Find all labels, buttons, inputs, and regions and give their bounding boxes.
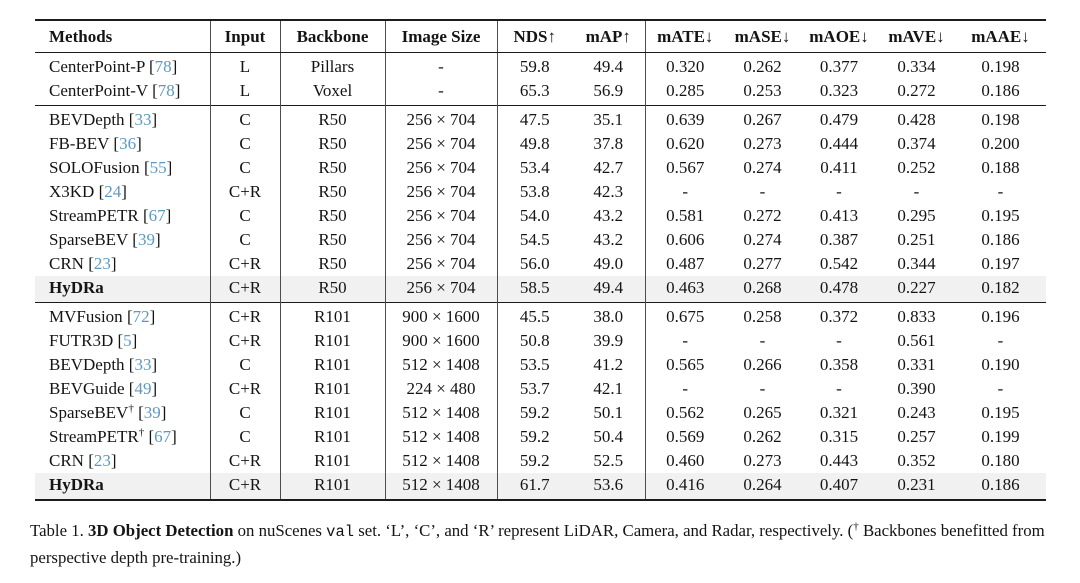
table-cell: 0.262 <box>743 57 782 76</box>
table-cell: 0.569 <box>645 425 725 449</box>
results-table <box>35 19 1046 501</box>
table-cell: - <box>913 182 920 201</box>
citation-link[interactable]: 36 <box>119 134 137 153</box>
table-cell: 0.272 <box>743 206 782 225</box>
table-cell: 0.323 <box>819 81 859 100</box>
table-cell: - <box>836 331 842 350</box>
table-row <box>35 353 1046 377</box>
table-row <box>35 276 1046 303</box>
table-group <box>35 53 1046 106</box>
table-cell: L <box>210 53 280 80</box>
table-cell: C <box>210 425 280 449</box>
table-cell: 256 × 704 <box>385 180 497 204</box>
method-name: BEVDepth <box>49 355 125 374</box>
column-header-image-size: Image Size <box>385 20 497 53</box>
table-cell: 50.8 <box>497 329 572 353</box>
table-cell: 0.196 <box>955 303 1046 330</box>
table-cell: 0.267 <box>725 106 800 133</box>
table-cell: 53.6 <box>572 473 645 500</box>
table-cell: 0.567 <box>645 156 725 180</box>
table-cell: 53.5 <box>497 353 572 377</box>
table-cell: 0.195 <box>981 206 1020 225</box>
citation-link[interactable]: 49 <box>134 379 152 398</box>
table-cell: 65.3 <box>497 79 572 106</box>
table-cell: Pillars <box>280 53 385 80</box>
table-cell: - <box>997 379 1004 398</box>
column-header-mase: mASE↓ <box>725 20 800 53</box>
caption-text: Backbones benefitted from perspective depth pre-training.) <box>30 521 1045 567</box>
table-cell: 0.243 <box>897 403 936 422</box>
citation-link[interactable]: 33 <box>134 110 152 129</box>
table-cell: R50 <box>280 156 385 180</box>
method-name: SparseBEV <box>49 403 129 422</box>
table-cell: L <box>210 79 280 106</box>
table-cell: 0.231 <box>878 473 955 500</box>
table-cell: 512 × 1408 <box>385 425 497 449</box>
method-cell: FB-BEV [36] <box>49 134 142 153</box>
table-cell: 53.7 <box>497 377 572 401</box>
table-cell: 0.272 <box>897 81 936 100</box>
table-cell: R50 <box>280 252 385 276</box>
table-cell: 0.377 <box>819 57 859 76</box>
table-cell: 0.413 <box>819 206 859 225</box>
table-cell: 0.257 <box>897 427 936 446</box>
table-cell: 0.478 <box>800 276 878 303</box>
table-cell: - <box>759 182 766 201</box>
table-cell: 256 × 704 <box>385 276 497 303</box>
table-cell: 59.2 <box>497 425 572 449</box>
table-cell: R50 <box>280 132 385 156</box>
table-cell: 49.4 <box>593 57 624 76</box>
table-cell: 0.334 <box>897 57 936 76</box>
table-cell: 0.274 <box>743 230 782 249</box>
table-cell: 0.487 <box>645 252 725 276</box>
table-cell: 0.190 <box>981 355 1020 374</box>
column-header-input: Input <box>210 20 280 53</box>
table-cell: 0.463 <box>645 276 725 303</box>
table-cell: 0.620 <box>645 132 725 156</box>
table-cell: 0.479 <box>800 106 878 133</box>
table-row <box>35 401 1046 425</box>
dagger-symbol: † <box>138 426 145 439</box>
table-cell: C <box>210 353 280 377</box>
table-cell: 0.262 <box>743 427 782 446</box>
method-cell: CenterPoint-P [78] <box>49 57 178 76</box>
table-cell: 512 × 1408 <box>385 473 497 500</box>
table-cell: - <box>645 180 725 204</box>
table-cell: 56.0 <box>497 252 572 276</box>
citation-link[interactable]: 24 <box>104 182 122 201</box>
method-name: MVFusion <box>49 307 123 326</box>
table-cell: - <box>997 331 1004 350</box>
table-cell: - <box>836 379 842 398</box>
citation-link[interactable]: 78 <box>157 81 175 100</box>
table-cell: C <box>210 204 280 228</box>
method-cell: BEVDepth [33] <box>35 106 210 133</box>
table-cell: 0.561 <box>897 331 936 350</box>
table-cell: 56.9 <box>593 81 624 100</box>
table-cell: 0.407 <box>800 473 878 500</box>
table-cell: 0.274 <box>743 158 782 177</box>
column-header-nds: NDS↑ <box>497 20 572 53</box>
table-cell: - <box>759 379 766 398</box>
table-cell: R101 <box>280 473 385 500</box>
method-cell: BEVGuide [49] <box>49 379 158 398</box>
column-header-mave: mAVE↓ <box>878 20 955 53</box>
table-cell: 39.9 <box>593 331 624 350</box>
table-cell: 0.542 <box>819 254 859 273</box>
citation-link[interactable]: 67 <box>148 206 166 225</box>
paper-page <box>0 19 1080 583</box>
method-cell: SOLOFusion [55] <box>49 158 173 177</box>
table-cell: R101 <box>280 303 385 330</box>
table-cell: - <box>759 331 766 350</box>
table-cell: 0.443 <box>819 451 859 470</box>
table-cell: 0.285 <box>645 79 725 106</box>
method-name: HyDRa <box>49 278 104 297</box>
table-cell: - <box>645 329 725 353</box>
table-cell: C <box>210 156 280 180</box>
table-cell: 52.5 <box>593 451 624 470</box>
citation-link[interactable]: 67 <box>154 427 172 446</box>
table-cell: 38.0 <box>572 303 645 330</box>
table-cell: 0.411 <box>820 158 858 177</box>
method-name: CenterPoint-V <box>49 81 148 100</box>
citation-link[interactable]: 39 <box>143 403 161 422</box>
table-row <box>35 473 1046 500</box>
table-cell: 0.198 <box>981 57 1020 76</box>
table-cell: 256 × 704 <box>385 106 497 133</box>
table-cell: 0.460 <box>645 449 725 473</box>
method-name: BEVGuide <box>49 379 125 398</box>
table-cell: - <box>385 53 497 80</box>
table-cell: 0.444 <box>819 134 859 153</box>
method-name: BEVDepth <box>49 110 125 129</box>
table-cell: R101 <box>280 329 385 353</box>
table-row <box>35 425 1046 449</box>
table-cell: 43.2 <box>593 206 624 225</box>
citation-link[interactable]: 33 <box>134 355 152 374</box>
table-cell: 0.374 <box>897 134 936 153</box>
table-cell: 256 × 704 <box>385 156 497 180</box>
table-row <box>35 79 1046 106</box>
table-cell: 0.331 <box>897 355 936 374</box>
citation-link[interactable]: 55 <box>149 158 167 177</box>
table-row <box>35 106 1046 133</box>
table-row <box>35 252 1046 276</box>
method-name: SOLOFusion <box>49 158 140 177</box>
table-group <box>35 106 1046 303</box>
column-header-maae: mAAE↓ <box>955 20 1046 53</box>
table-cell: 0.186 <box>955 473 1046 500</box>
table-cell: 0.273 <box>743 134 782 153</box>
method-name: FUTR3D <box>49 331 114 350</box>
table-cell: 49.0 <box>593 254 624 273</box>
method-cell: CRN [23] <box>49 254 117 273</box>
table-cell: R101 <box>280 425 385 449</box>
table-cell: 42.7 <box>593 158 624 177</box>
table-cell: 0.277 <box>743 254 782 273</box>
table-cell: 0.266 <box>743 355 782 374</box>
table-cell: 43.2 <box>593 230 624 249</box>
table-cell: C <box>210 132 280 156</box>
table-cell: R50 <box>280 228 385 252</box>
table-cell: 512 × 1408 <box>385 449 497 473</box>
table-cell: 0.199 <box>981 427 1020 446</box>
table-cell: 0.565 <box>645 353 725 377</box>
table-cell: 49.8 <box>497 132 572 156</box>
column-header-methods: Methods <box>35 20 210 53</box>
method-cell <box>35 276 210 303</box>
table-cell: 0.188 <box>981 158 1020 177</box>
table-cell: 256 × 704 <box>385 228 497 252</box>
table-cell: - <box>997 182 1004 201</box>
table-row <box>35 53 1046 80</box>
table-cell: 0.258 <box>725 303 800 330</box>
table-cell: 50.4 <box>593 427 624 446</box>
table-cell: 0.387 <box>819 230 859 249</box>
table-cell: 0.200 <box>981 134 1020 153</box>
caption-mono-val: val <box>326 523 355 541</box>
table-cell: 45.5 <box>497 303 572 330</box>
table-cell: Voxel <box>280 79 385 106</box>
table-cell: C+R <box>210 329 280 353</box>
citation-link[interactable]: 23 <box>93 451 111 470</box>
table-row <box>35 228 1046 252</box>
table-cell: 900 × 1600 <box>385 303 497 330</box>
table-cell: 0.344 <box>897 254 936 273</box>
table-caption <box>30 518 1052 572</box>
table-cell: 0.675 <box>645 303 725 330</box>
table-cell: 0.320 <box>645 53 725 80</box>
method-cell: X3KD [24] <box>49 182 127 201</box>
table-row <box>35 180 1046 204</box>
table-cell: 47.5 <box>497 106 572 133</box>
table-cell: 58.5 <box>497 276 572 303</box>
method-name: CRN <box>49 254 84 273</box>
table-cell: 256 × 704 <box>385 132 497 156</box>
table-row <box>35 204 1046 228</box>
table-cell: C+R <box>210 473 280 500</box>
table-cell: 0.352 <box>897 451 936 470</box>
table-cell: 54.0 <box>497 204 572 228</box>
table-cell: 0.252 <box>897 158 936 177</box>
method-cell: CRN [23] <box>49 451 117 470</box>
method-cell: MVFusion [72] <box>35 303 210 330</box>
method-name: CenterPoint-P <box>49 57 145 76</box>
table-cell: 37.8 <box>593 134 624 153</box>
caption-title: 3D Object Detection <box>88 521 234 540</box>
dagger-symbol: † <box>853 520 859 533</box>
table-cell: 53.8 <box>497 180 572 204</box>
table-cell: C+R <box>210 377 280 401</box>
table-cell: 0.273 <box>743 451 782 470</box>
table-cell: 256 × 704 <box>385 252 497 276</box>
citation-link[interactable]: 39 <box>137 230 155 249</box>
table-cell: 512 × 1408 <box>385 353 497 377</box>
method-name: StreamPETR <box>49 427 139 446</box>
table-cell: 0.639 <box>645 106 725 133</box>
table-cell: C+R <box>210 252 280 276</box>
table-cell: C+R <box>210 276 280 303</box>
method-name: StreamPETR <box>49 206 139 225</box>
table-cell: C <box>210 106 280 133</box>
table-cell: 0.390 <box>897 379 936 398</box>
table-cell: 0.265 <box>743 403 782 422</box>
method-cell: SparseBEV† [39] <box>49 402 167 422</box>
table-row <box>35 156 1046 180</box>
table-cell: 61.7 <box>497 473 572 500</box>
table-cell: 0.195 <box>981 403 1020 422</box>
table-group <box>35 303 1046 501</box>
table-cell: R50 <box>280 106 385 133</box>
table-cell: 0.833 <box>878 303 955 330</box>
table-cell: 50.1 <box>593 403 624 422</box>
table-cell: 0.562 <box>645 401 725 425</box>
caption-text: set. ‘L’, ‘C’, and ‘R’ represent LiDAR, Camera, and Radar, respectively. ( <box>354 521 854 540</box>
caption-label: Table 1. <box>30 521 89 540</box>
method-cell: StreamPETR† [67] <box>49 426 177 446</box>
table-cell: - <box>836 182 842 201</box>
table-cell: 0.581 <box>645 204 725 228</box>
column-header-map: mAP↑ <box>572 20 645 53</box>
table-row <box>35 377 1046 401</box>
table-row <box>35 449 1046 473</box>
table-cell: 59.8 <box>497 53 572 80</box>
method-cell: BEVDepth [33] <box>49 355 158 374</box>
table-cell: C+R <box>210 303 280 330</box>
table-row <box>35 303 1046 330</box>
table-cell: - <box>645 377 725 401</box>
table-cell: 0.186 <box>981 81 1020 100</box>
table-cell: R50 <box>280 276 385 303</box>
method-name: HyDRa <box>49 475 104 494</box>
table-cell: 900 × 1600 <box>385 329 497 353</box>
table-cell: 512 × 1408 <box>385 401 497 425</box>
citation-link[interactable]: 23 <box>93 254 111 273</box>
table-cell: R101 <box>280 401 385 425</box>
table-cell: 0.428 <box>878 106 955 133</box>
table-cell: 256 × 704 <box>385 204 497 228</box>
citation-link[interactable]: 72 <box>132 307 150 326</box>
table-cell: 0.186 <box>981 230 1020 249</box>
table-cell: C+R <box>210 449 280 473</box>
method-cell: SparseBEV [39] <box>49 230 161 249</box>
table-cell: C <box>210 401 280 425</box>
caption-text: on nuScenes <box>233 521 327 540</box>
method-cell <box>35 473 210 500</box>
column-header-backbone: Backbone <box>280 20 385 53</box>
table-cell: - <box>385 79 497 106</box>
table-cell: 0.253 <box>743 81 782 100</box>
table-cell: 53.4 <box>497 156 572 180</box>
method-cell: FUTR3D [5] <box>49 331 138 350</box>
table-cell: 0.251 <box>897 230 936 249</box>
table-cell: R101 <box>280 353 385 377</box>
table-cell: 0.182 <box>955 276 1046 303</box>
table-cell: R101 <box>280 377 385 401</box>
column-header-mate: mATE↓ <box>645 20 725 53</box>
table-cell: 0.416 <box>645 473 725 500</box>
method-cell: StreamPETR [67] <box>49 206 172 225</box>
method-cell: CenterPoint-V [78] <box>49 81 181 100</box>
table-cell: 0.264 <box>725 473 800 500</box>
table-row <box>35 132 1046 156</box>
table-cell: 59.2 <box>497 401 572 425</box>
table-cell: 0.268 <box>725 276 800 303</box>
table-cell: 0.180 <box>981 451 1020 470</box>
table-cell: 0.606 <box>645 228 725 252</box>
method-name: X3KD <box>49 182 95 201</box>
table-header-row <box>35 20 1046 53</box>
table-row <box>35 329 1046 353</box>
table-cell: 224 × 480 <box>385 377 497 401</box>
method-name: FB-BEV <box>49 134 110 153</box>
citation-link[interactable]: 5 <box>123 331 132 350</box>
table-cell: 35.1 <box>572 106 645 133</box>
table-cell: C+R <box>210 180 280 204</box>
table-cell: 49.4 <box>572 276 645 303</box>
table-cell: 41.2 <box>593 355 624 374</box>
table-cell: 0.197 <box>981 254 1020 273</box>
table-cell: 54.5 <box>497 228 572 252</box>
column-header-maoe: mAOE↓ <box>800 20 878 53</box>
table-cell: R101 <box>280 449 385 473</box>
table-cell: 0.321 <box>819 403 859 422</box>
table-cell: 42.1 <box>593 379 624 398</box>
table-cell: 0.358 <box>819 355 859 374</box>
citation-link[interactable]: 78 <box>154 57 172 76</box>
method-name: CRN <box>49 451 84 470</box>
table-cell: R50 <box>280 204 385 228</box>
table-cell: 0.372 <box>800 303 878 330</box>
table-cell: 0.227 <box>878 276 955 303</box>
table-cell: 0.295 <box>897 206 936 225</box>
table-cell: R50 <box>280 180 385 204</box>
table-cell: 0.198 <box>955 106 1046 133</box>
dagger-symbol: † <box>128 402 134 415</box>
table-cell: 42.3 <box>593 182 624 201</box>
header-row <box>35 20 1046 53</box>
table-cell: 59.2 <box>497 449 572 473</box>
table-cell: C <box>210 228 280 252</box>
method-name: SparseBEV <box>49 230 129 249</box>
table-cell: 0.315 <box>819 427 859 446</box>
